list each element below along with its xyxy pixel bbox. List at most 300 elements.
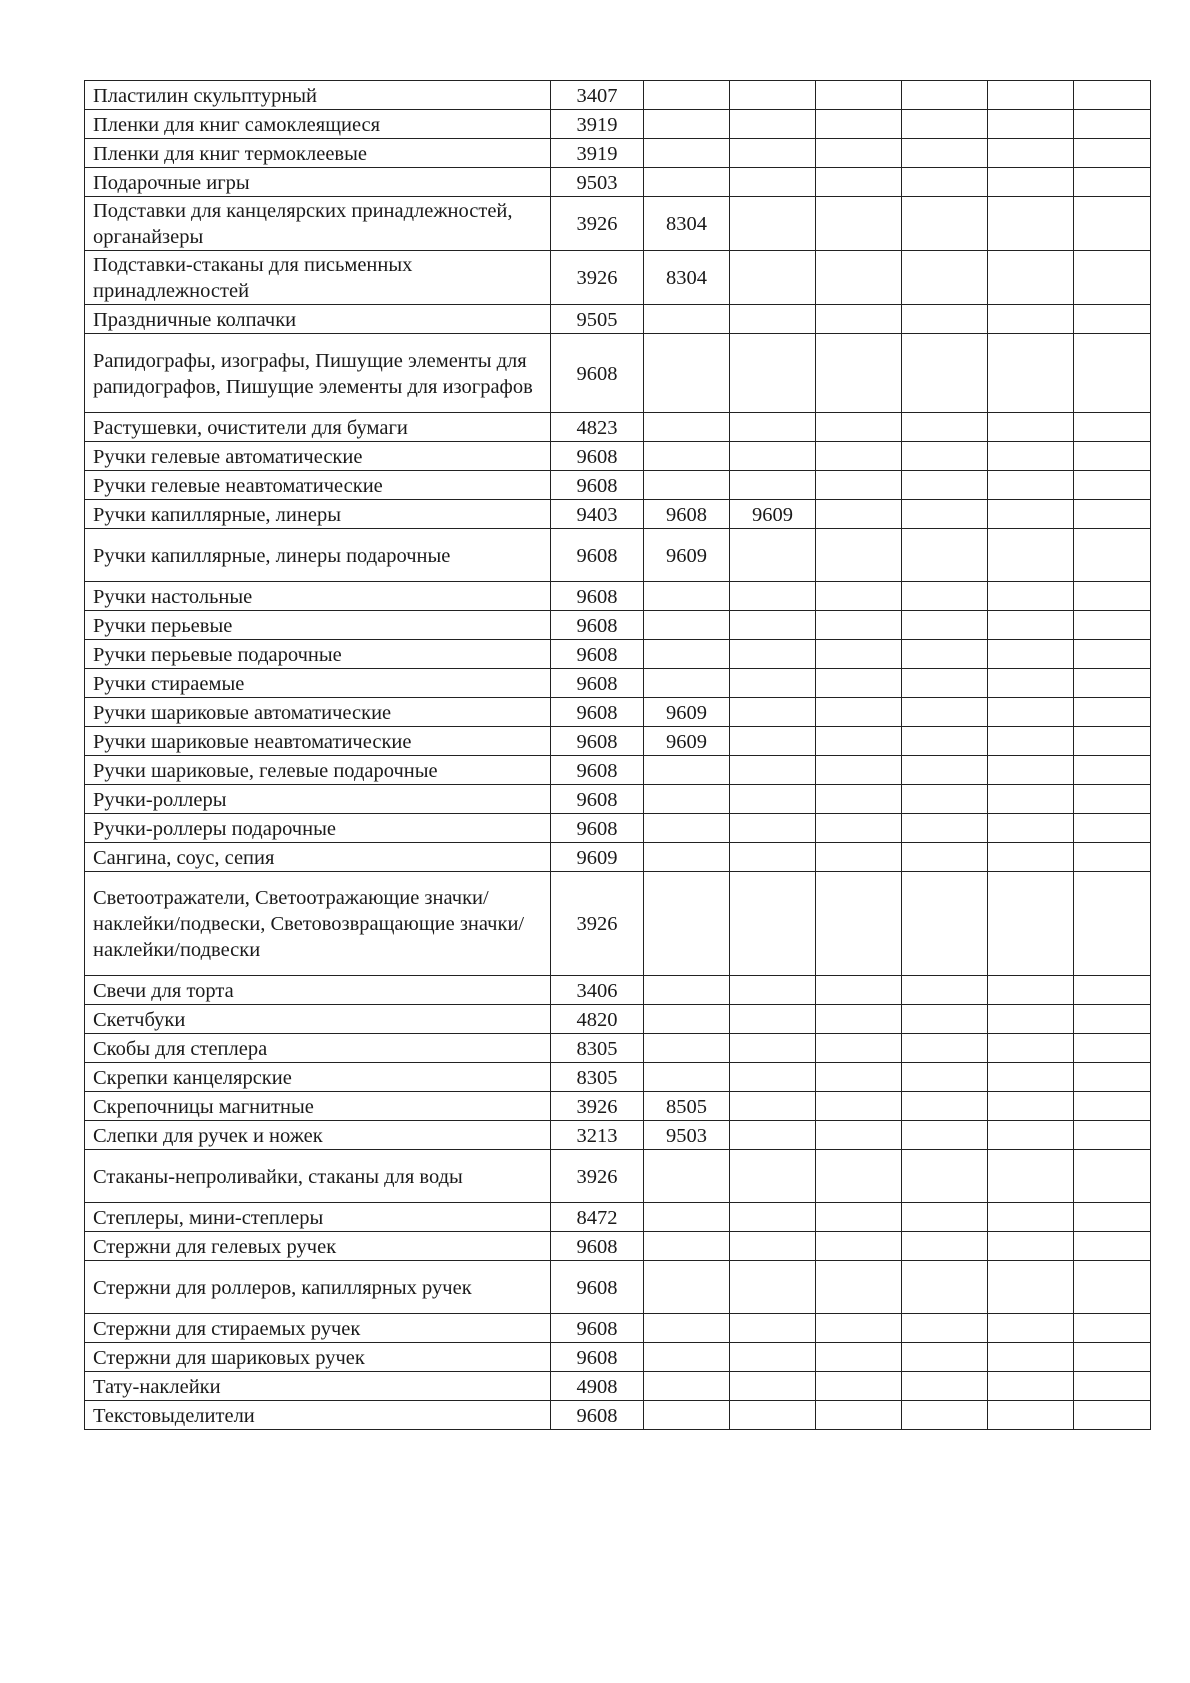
table-row bbox=[85, 1150, 1151, 1203]
code-cell bbox=[988, 413, 1074, 442]
code-cell bbox=[902, 251, 988, 305]
code-cell: 9609 bbox=[644, 727, 730, 756]
table-row bbox=[85, 727, 1151, 756]
code-cell: 9608 bbox=[551, 698, 644, 727]
code-cell bbox=[988, 529, 1074, 582]
code-cell: 9505 bbox=[551, 305, 644, 334]
code-cell bbox=[816, 81, 902, 110]
table-row bbox=[85, 197, 1151, 251]
code-cell bbox=[644, 1401, 730, 1430]
code-cell: 9608 bbox=[551, 582, 644, 611]
table-row bbox=[85, 611, 1151, 640]
code-cell: 4823 bbox=[551, 413, 644, 442]
code-cell: 8505 bbox=[644, 1092, 730, 1121]
product-name-cell: Ручки перьевые bbox=[85, 611, 551, 640]
table-row bbox=[85, 1203, 1151, 1232]
code-cell bbox=[1074, 785, 1151, 814]
code-cell bbox=[988, 500, 1074, 529]
code-cell bbox=[730, 785, 816, 814]
product-name-cell: Скрепки канцелярские bbox=[85, 1063, 551, 1092]
code-cell bbox=[902, 756, 988, 785]
code-cell bbox=[1074, 1261, 1151, 1314]
code-cell bbox=[730, 110, 816, 139]
code-cell bbox=[644, 1034, 730, 1063]
code-cell bbox=[988, 843, 1074, 872]
code-cell bbox=[816, 1092, 902, 1121]
table-row bbox=[85, 442, 1151, 471]
code-cell bbox=[816, 1314, 902, 1343]
code-cell bbox=[1074, 814, 1151, 843]
product-code-table bbox=[84, 80, 1151, 1430]
code-cell bbox=[644, 976, 730, 1005]
code-cell bbox=[988, 110, 1074, 139]
code-cell bbox=[816, 727, 902, 756]
table-row bbox=[85, 1121, 1151, 1150]
code-cell bbox=[730, 139, 816, 168]
product-name-cell: Стержни для гелевых ручек bbox=[85, 1232, 551, 1261]
product-name-cell: Ручки капиллярные, линеры bbox=[85, 500, 551, 529]
code-cell bbox=[1074, 251, 1151, 305]
product-name-cell: Ручки-роллеры подарочные bbox=[85, 814, 551, 843]
code-cell bbox=[988, 1372, 1074, 1401]
code-cell: 3926 bbox=[551, 251, 644, 305]
code-cell bbox=[988, 727, 1074, 756]
table-row bbox=[85, 814, 1151, 843]
product-name-cell: Ручки-роллеры bbox=[85, 785, 551, 814]
code-cell bbox=[730, 1314, 816, 1343]
code-cell bbox=[902, 1063, 988, 1092]
code-cell bbox=[816, 139, 902, 168]
code-cell bbox=[988, 582, 1074, 611]
code-cell bbox=[730, 1343, 816, 1372]
code-cell bbox=[816, 843, 902, 872]
code-cell bbox=[1074, 471, 1151, 500]
code-cell: 3213 bbox=[551, 1121, 644, 1150]
code-cell bbox=[816, 168, 902, 197]
code-cell bbox=[816, 529, 902, 582]
code-cell bbox=[1074, 1232, 1151, 1261]
code-cell bbox=[988, 756, 1074, 785]
code-cell bbox=[1074, 413, 1151, 442]
code-cell bbox=[1074, 1063, 1151, 1092]
code-cell bbox=[988, 471, 1074, 500]
code-cell bbox=[730, 168, 816, 197]
code-cell bbox=[644, 640, 730, 669]
table-row bbox=[85, 500, 1151, 529]
product-name-cell: Ручки настольные bbox=[85, 582, 551, 611]
code-cell: 3926 bbox=[551, 1150, 644, 1203]
code-cell bbox=[1074, 1343, 1151, 1372]
code-cell bbox=[730, 611, 816, 640]
table-row bbox=[85, 976, 1151, 1005]
code-cell: 3926 bbox=[551, 1092, 644, 1121]
code-cell: 9608 bbox=[551, 640, 644, 669]
code-cell bbox=[1074, 727, 1151, 756]
code-cell bbox=[1074, 872, 1151, 976]
code-cell bbox=[1074, 168, 1151, 197]
code-cell bbox=[902, 110, 988, 139]
table-row bbox=[85, 251, 1151, 305]
code-cell bbox=[902, 529, 988, 582]
code-cell bbox=[816, 669, 902, 698]
code-cell bbox=[730, 1372, 816, 1401]
table-row bbox=[85, 529, 1151, 582]
code-cell bbox=[730, 843, 816, 872]
table-row bbox=[85, 1063, 1151, 1092]
code-cell bbox=[1074, 1150, 1151, 1203]
code-cell bbox=[1074, 1314, 1151, 1343]
table-row bbox=[85, 1261, 1151, 1314]
code-cell bbox=[816, 500, 902, 529]
product-name-cell: Ручки перьевые подарочные bbox=[85, 640, 551, 669]
product-name-cell: Тату-наклейки bbox=[85, 1372, 551, 1401]
code-cell bbox=[730, 442, 816, 471]
table-row bbox=[85, 1232, 1151, 1261]
code-cell bbox=[730, 1121, 816, 1150]
code-cell bbox=[730, 1150, 816, 1203]
code-cell bbox=[1074, 1092, 1151, 1121]
code-cell bbox=[816, 110, 902, 139]
code-cell bbox=[730, 529, 816, 582]
code-cell bbox=[816, 413, 902, 442]
code-cell: 9609 bbox=[730, 500, 816, 529]
code-cell bbox=[1074, 442, 1151, 471]
code-cell bbox=[902, 1372, 988, 1401]
code-cell bbox=[988, 1261, 1074, 1314]
code-cell bbox=[644, 1372, 730, 1401]
code-cell: 9608 bbox=[551, 442, 644, 471]
code-cell bbox=[730, 976, 816, 1005]
code-cell: 9609 bbox=[644, 529, 730, 582]
code-cell bbox=[644, 1005, 730, 1034]
table-row bbox=[85, 1343, 1151, 1372]
code-cell bbox=[988, 814, 1074, 843]
code-cell bbox=[730, 698, 816, 727]
code-cell bbox=[1074, 843, 1151, 872]
code-cell bbox=[902, 1232, 988, 1261]
code-cell bbox=[1074, 110, 1151, 139]
code-cell bbox=[902, 611, 988, 640]
code-cell bbox=[1074, 1121, 1151, 1150]
code-cell bbox=[902, 500, 988, 529]
product-name-cell: Ручки шариковые автоматические bbox=[85, 698, 551, 727]
code-cell bbox=[816, 611, 902, 640]
code-cell bbox=[730, 872, 816, 976]
code-cell bbox=[988, 1401, 1074, 1430]
code-cell bbox=[902, 843, 988, 872]
code-cell bbox=[730, 1092, 816, 1121]
code-cell bbox=[644, 1063, 730, 1092]
code-cell: 9608 bbox=[644, 500, 730, 529]
product-name-cell: Рапидографы, изографы, Пишущие элементы для рапидографов, Пишущие элементы для изографов bbox=[85, 334, 551, 413]
code-cell bbox=[644, 843, 730, 872]
code-cell bbox=[644, 110, 730, 139]
product-name-cell: Подставки для канцелярских принадлежностей, органайзеры bbox=[85, 197, 551, 251]
code-cell bbox=[730, 1261, 816, 1314]
code-cell bbox=[730, 756, 816, 785]
product-name-cell: Стержни для шариковых ручек bbox=[85, 1343, 551, 1372]
code-cell: 9609 bbox=[644, 698, 730, 727]
code-cell bbox=[816, 251, 902, 305]
code-cell bbox=[902, 1150, 988, 1203]
code-cell bbox=[730, 1232, 816, 1261]
code-cell bbox=[816, 872, 902, 976]
code-cell bbox=[1074, 1034, 1151, 1063]
code-cell bbox=[644, 305, 730, 334]
code-cell bbox=[644, 785, 730, 814]
code-cell bbox=[988, 669, 1074, 698]
code-cell bbox=[1074, 640, 1151, 669]
code-cell bbox=[644, 872, 730, 976]
code-cell bbox=[730, 471, 816, 500]
table-row bbox=[85, 843, 1151, 872]
table-row bbox=[85, 698, 1151, 727]
code-cell bbox=[730, 1401, 816, 1430]
table-row bbox=[85, 669, 1151, 698]
table-row bbox=[85, 1372, 1151, 1401]
code-cell: 9403 bbox=[551, 500, 644, 529]
code-cell bbox=[902, 582, 988, 611]
code-cell: 9608 bbox=[551, 785, 644, 814]
code-cell: 3926 bbox=[551, 872, 644, 976]
code-cell bbox=[988, 1314, 1074, 1343]
code-cell bbox=[902, 727, 988, 756]
table-row bbox=[85, 1401, 1151, 1430]
product-name-cell: Сангина, соус, сепия bbox=[85, 843, 551, 872]
code-cell bbox=[988, 1150, 1074, 1203]
code-cell bbox=[644, 442, 730, 471]
table-row bbox=[85, 1092, 1151, 1121]
code-cell bbox=[816, 1005, 902, 1034]
code-cell bbox=[1074, 669, 1151, 698]
code-cell bbox=[730, 1063, 816, 1092]
code-cell bbox=[902, 413, 988, 442]
code-cell: 9608 bbox=[551, 529, 644, 582]
code-cell bbox=[902, 197, 988, 251]
code-cell: 3919 bbox=[551, 139, 644, 168]
product-name-cell: Стержни для стираемых ручек bbox=[85, 1314, 551, 1343]
code-cell: 8304 bbox=[644, 197, 730, 251]
product-name-cell: Ручки гелевые автоматические bbox=[85, 442, 551, 471]
code-cell bbox=[988, 1092, 1074, 1121]
code-cell bbox=[902, 1034, 988, 1063]
code-cell bbox=[902, 81, 988, 110]
code-cell bbox=[644, 81, 730, 110]
code-cell: 9608 bbox=[551, 1343, 644, 1372]
code-cell bbox=[988, 1063, 1074, 1092]
code-cell: 4820 bbox=[551, 1005, 644, 1034]
code-cell bbox=[902, 669, 988, 698]
code-cell: 9503 bbox=[644, 1121, 730, 1150]
product-name-cell: Ручки шариковые неавтоматические bbox=[85, 727, 551, 756]
code-cell bbox=[644, 1203, 730, 1232]
code-cell bbox=[988, 1343, 1074, 1372]
code-cell bbox=[730, 582, 816, 611]
code-cell bbox=[902, 168, 988, 197]
code-cell bbox=[644, 413, 730, 442]
code-cell bbox=[816, 814, 902, 843]
code-cell bbox=[816, 640, 902, 669]
code-cell bbox=[644, 814, 730, 843]
code-cell bbox=[902, 976, 988, 1005]
code-cell bbox=[816, 582, 902, 611]
code-cell: 9503 bbox=[551, 168, 644, 197]
code-cell bbox=[1074, 305, 1151, 334]
code-cell: 3926 bbox=[551, 197, 644, 251]
code-cell bbox=[644, 1232, 730, 1261]
product-name-cell: Скетчбуки bbox=[85, 1005, 551, 1034]
table-row bbox=[85, 413, 1151, 442]
code-cell bbox=[730, 814, 816, 843]
code-cell bbox=[816, 1121, 902, 1150]
product-name-cell: Скобы для степлера bbox=[85, 1034, 551, 1063]
code-cell: 9608 bbox=[551, 334, 644, 413]
table-row bbox=[85, 81, 1151, 110]
code-cell bbox=[988, 442, 1074, 471]
code-cell: 8304 bbox=[644, 251, 730, 305]
code-cell: 8472 bbox=[551, 1203, 644, 1232]
code-cell bbox=[816, 442, 902, 471]
product-name-cell: Ручки гелевые неавтоматические bbox=[85, 471, 551, 500]
code-cell bbox=[1074, 976, 1151, 1005]
code-cell: 9608 bbox=[551, 727, 644, 756]
table-row bbox=[85, 582, 1151, 611]
product-name-cell: Пленки для книг самоклеящиеся bbox=[85, 110, 551, 139]
product-name-cell: Текстовыделители bbox=[85, 1401, 551, 1430]
product-name-cell: Светоотражатели, Светоотражающие значки/наклейки/подвески, Световозвращающие значки/наклейки/подвески bbox=[85, 872, 551, 976]
code-cell bbox=[816, 1401, 902, 1430]
code-cell bbox=[988, 1034, 1074, 1063]
code-cell bbox=[1074, 334, 1151, 413]
table-body bbox=[85, 81, 1151, 1430]
code-cell: 3919 bbox=[551, 110, 644, 139]
code-cell: 9608 bbox=[551, 1232, 644, 1261]
code-cell bbox=[1074, 81, 1151, 110]
table-row bbox=[85, 756, 1151, 785]
product-name-cell: Ручки шариковые, гелевые подарочные bbox=[85, 756, 551, 785]
product-name-cell: Свечи для торта bbox=[85, 976, 551, 1005]
code-cell bbox=[816, 1372, 902, 1401]
table-row bbox=[85, 110, 1151, 139]
code-cell bbox=[644, 334, 730, 413]
product-name-cell: Ручки стираемые bbox=[85, 669, 551, 698]
code-cell bbox=[816, 305, 902, 334]
code-cell bbox=[988, 1005, 1074, 1034]
product-name-cell: Стержни для роллеров, капиллярных ручек bbox=[85, 1261, 551, 1314]
code-cell bbox=[988, 251, 1074, 305]
code-cell: 9608 bbox=[551, 1401, 644, 1430]
code-cell bbox=[902, 305, 988, 334]
code-cell bbox=[902, 872, 988, 976]
code-cell bbox=[644, 756, 730, 785]
code-cell bbox=[730, 197, 816, 251]
table-row bbox=[85, 139, 1151, 168]
code-cell bbox=[1074, 582, 1151, 611]
code-cell bbox=[644, 1261, 730, 1314]
code-cell bbox=[730, 727, 816, 756]
code-cell bbox=[902, 1343, 988, 1372]
code-cell bbox=[816, 1343, 902, 1372]
code-cell bbox=[816, 976, 902, 1005]
code-cell bbox=[902, 1261, 988, 1314]
code-cell: 8305 bbox=[551, 1063, 644, 1092]
code-cell bbox=[644, 471, 730, 500]
code-cell bbox=[730, 81, 816, 110]
code-cell bbox=[988, 168, 1074, 197]
code-cell bbox=[644, 139, 730, 168]
code-cell bbox=[902, 471, 988, 500]
code-cell bbox=[902, 814, 988, 843]
code-cell bbox=[1074, 1401, 1151, 1430]
product-name-cell: Стаканы-непроливайки, стаканы для воды bbox=[85, 1150, 551, 1203]
table-row bbox=[85, 334, 1151, 413]
code-cell bbox=[988, 976, 1074, 1005]
code-cell bbox=[816, 698, 902, 727]
code-cell bbox=[816, 197, 902, 251]
product-name-cell: Пластилин скульптурный bbox=[85, 81, 551, 110]
code-cell: 9608 bbox=[551, 814, 644, 843]
code-cell bbox=[988, 785, 1074, 814]
code-cell bbox=[730, 1034, 816, 1063]
code-cell: 3407 bbox=[551, 81, 644, 110]
code-cell bbox=[816, 756, 902, 785]
code-cell bbox=[816, 471, 902, 500]
code-cell bbox=[902, 1092, 988, 1121]
code-cell: 9608 bbox=[551, 1261, 644, 1314]
code-cell bbox=[988, 698, 1074, 727]
code-cell bbox=[1074, 611, 1151, 640]
code-cell: 9609 bbox=[551, 843, 644, 872]
code-cell bbox=[902, 334, 988, 413]
code-cell bbox=[644, 1314, 730, 1343]
product-name-cell: Растушевки, очистители для бумаги bbox=[85, 413, 551, 442]
code-cell bbox=[988, 197, 1074, 251]
code-cell bbox=[730, 413, 816, 442]
code-cell bbox=[730, 1203, 816, 1232]
code-cell bbox=[902, 1401, 988, 1430]
code-cell bbox=[988, 305, 1074, 334]
code-cell bbox=[1074, 529, 1151, 582]
code-cell bbox=[902, 1314, 988, 1343]
code-cell bbox=[902, 785, 988, 814]
code-cell bbox=[816, 1063, 902, 1092]
code-cell bbox=[988, 1121, 1074, 1150]
table-row bbox=[85, 305, 1151, 334]
code-cell bbox=[816, 1034, 902, 1063]
product-name-cell: Подставки-стаканы для письменных принадлежностей bbox=[85, 251, 551, 305]
code-cell bbox=[988, 1203, 1074, 1232]
code-cell bbox=[1074, 698, 1151, 727]
code-cell bbox=[816, 334, 902, 413]
product-name-cell: Скрепочницы магнитные bbox=[85, 1092, 551, 1121]
code-cell bbox=[816, 1150, 902, 1203]
code-cell: 4908 bbox=[551, 1372, 644, 1401]
code-cell bbox=[644, 669, 730, 698]
code-cell bbox=[1074, 756, 1151, 785]
code-cell: 9608 bbox=[551, 1314, 644, 1343]
code-cell bbox=[1074, 1372, 1151, 1401]
code-cell bbox=[1074, 139, 1151, 168]
product-name-cell: Ручки капиллярные, линеры подарочные bbox=[85, 529, 551, 582]
code-cell bbox=[902, 139, 988, 168]
code-cell bbox=[988, 334, 1074, 413]
code-cell bbox=[816, 1232, 902, 1261]
code-cell bbox=[730, 669, 816, 698]
code-cell bbox=[816, 1203, 902, 1232]
code-cell bbox=[902, 698, 988, 727]
product-name-cell: Подарочные игры bbox=[85, 168, 551, 197]
table-row bbox=[85, 1034, 1151, 1063]
